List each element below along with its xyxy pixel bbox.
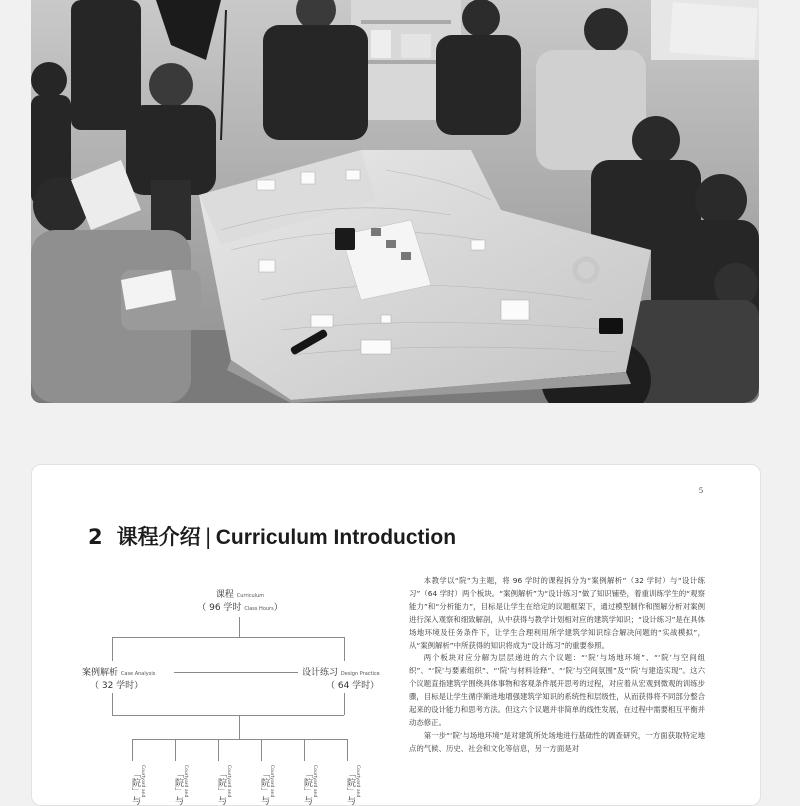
paragraph: 两个板块对应分解为层层递进的六个议题：“‘院’与场地环境”、“‘院’与空间组织”、“‘院’与要素组织”、“‘院’与材料诠释”、“‘院’与空间氛围”及“‘院’与建造实现”。这六个议题直指建筑学围绕具体事物和客观条件展开思考的过程，对应着从宏观到微观的训练步骤，目标是让学生循序渐进地增强建筑学知识的系统性和层级性，从而获得将不同部分整合起来的设计能力和思考方法。但这六个议题并非简单的线性发展，在过程中需要相互平衡并动态修正。 xyxy=(409,653,705,727)
connector-line xyxy=(239,617,240,637)
case-analysis-en: Case Analysis xyxy=(120,671,156,677)
connector-line xyxy=(344,693,345,715)
design-practice-hours: （ 64 学时） xyxy=(326,681,380,691)
curriculum-diagram xyxy=(82,589,382,806)
classroom-photo xyxy=(31,0,759,403)
topic-label-en: Courtyard and xyxy=(269,765,274,798)
connector-line xyxy=(347,739,348,761)
paragraph: 第一步“‘院’与场地环境”是对建筑所处场地进行基础性的调查研究，一方面获取特定地点的气候、历史、社会和文化等信息，另一方面是对 xyxy=(409,730,705,753)
root-hours-close: ） xyxy=(273,603,283,613)
topic-label-zh: 「院」与 xyxy=(345,769,355,805)
section-title-zh: 课程介绍 xyxy=(116,525,201,549)
section-title-separator: | xyxy=(204,525,212,549)
topic-label-zh: 「院」与 xyxy=(216,769,226,805)
connector-line xyxy=(344,637,345,661)
topic-label-en: Courtyard and xyxy=(355,765,360,798)
topic-label-zh: 「院」与 xyxy=(173,769,183,805)
topic-label-zh: 「院」与 xyxy=(259,769,269,805)
design-practice-en: Design Practice xyxy=(340,671,380,677)
root-hours-en: Class Hours xyxy=(244,606,274,612)
connector-line xyxy=(261,739,262,761)
connector-arrow xyxy=(174,672,298,673)
section-title xyxy=(88,521,456,551)
diagram-node-case-analysis xyxy=(82,667,174,692)
case-analysis-hours: （ 32 学时） xyxy=(90,681,144,691)
connector-line xyxy=(112,637,113,661)
connector-line xyxy=(112,693,113,715)
connector-line xyxy=(239,715,240,739)
root-hours: （ 96 学时 xyxy=(197,603,242,613)
page-number: 5 xyxy=(699,486,703,495)
topic-label-zh: 「院」与 xyxy=(130,769,140,805)
connector-line xyxy=(304,739,305,761)
connector-line xyxy=(112,715,344,716)
paragraph: 本教学以“院”为主题，将 96 学时的课程拆分为“案例解析”（32 学时）与“设计练习”（64 学时）两个板块。“案例解析”为“设计练习”做了知识铺垫，着重训练学生的“观察能力”和“分析能力”，目标是让学生在给定的议题框架下，通过模型制作和图解分析对案例进行深入观察和细致解剖，从中获得与教学计划相对应的建筑学知识；“设计练习”是在具体场地环境及任务条件下，让学生合理利用所学建筑学知识综合解决问题的“实战模拟”，从“案例解析”中所获得的知识将成为“设计练习”的重要参照。 xyxy=(409,576,705,650)
root-label-zh: 课程 xyxy=(215,590,234,600)
connector-line xyxy=(132,739,133,761)
topic-label-en: Courtyard and xyxy=(312,765,317,798)
classroom-photo-image xyxy=(31,0,759,403)
topic-label-en: Courtyard and xyxy=(183,765,188,798)
topic-label-zh: 「院」与 xyxy=(302,769,312,805)
diagram-node-design-practice xyxy=(302,667,392,692)
connector-line xyxy=(218,739,219,761)
topic-label-en: Courtyard and xyxy=(140,765,145,798)
connector-line xyxy=(132,739,348,740)
section-number: 2 xyxy=(88,525,103,549)
design-practice-zh: 设计练习 xyxy=(302,668,339,678)
case-analysis-zh: 案例解析 xyxy=(82,668,119,678)
connector-line xyxy=(175,739,176,761)
diagram-root xyxy=(180,589,300,615)
document-page xyxy=(31,464,761,806)
body-text xyxy=(409,575,705,756)
root-label-en: Curriculum xyxy=(236,593,265,599)
section-title-en: Curriculum Introduction xyxy=(215,526,457,549)
topic-label-en: Courtyard and xyxy=(226,765,231,798)
connector-line xyxy=(112,637,344,638)
